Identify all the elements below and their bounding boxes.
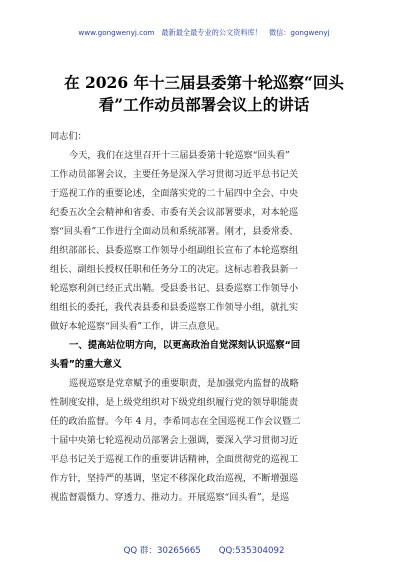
header-slogan: 最新最全最专业的公文资料库！: [161, 28, 262, 37]
wechat-id: 微信：gongwenyj: [268, 28, 330, 37]
paragraph-line: 十届中央第七轮巡视动员部署会上强调，要深入学习贯彻习近: [50, 435, 299, 446]
section-heading: 一、提高站位明方向，以更高政治自觉深刻认识巡察“回: [69, 340, 301, 351]
paragraph-line: 视监督震慑力、穿透力、推动力。开展巡察“回头看”，是巡: [50, 492, 290, 503]
paragraph-line: 组长、副组长授权任职和任务分工的决定。这标志着我县新一: [50, 264, 299, 275]
document-body: [50, 127, 358, 507]
paragraph-line: 平总书记关于巡视工作的重要讲话精神，全面贯彻党的巡视工: [50, 454, 299, 465]
title-line-1: 在 2026 年十三届县委第十轮巡察“回头: [64, 73, 344, 92]
site-url[interactable]: www.gongwenyj.com: [78, 28, 155, 37]
paragraph-line: 组织部部长、县委巡察工作领导小组副组长宣布了本轮巡察组: [50, 245, 299, 256]
paragraph-line: 轮巡察利剑已经正式出鞘。受县委书记、县委巡察工作领导小: [50, 283, 299, 294]
document-title: [50, 72, 358, 116]
section-heading: 头看”的重大意义: [50, 359, 122, 370]
page-footer: [0, 544, 408, 556]
salutation: 同志们：: [50, 131, 87, 142]
paragraph-line: 组组长的委托，我代表县委和县委巡察工作领导小组，就扎实: [50, 302, 299, 313]
title-line-2: 看”工作动员部署会议上的讲话: [98, 95, 310, 114]
paragraph-line: 察“回头看”工作进行全面动员和系统部署。刚才，县委常委、: [50, 226, 299, 237]
paragraph-line: 纪委五次全会精神和省委、市委有关会议部署要求，对本轮巡: [50, 207, 299, 218]
paragraph-line: 工作动员部署会议，主要任务是深入学习贯彻习近平总书记关: [50, 169, 299, 180]
paragraph-line: 做好本轮巡察“回头看”工作，讲三点意见。: [50, 321, 225, 332]
paragraph-line: 今天，我们在这里召开十三届县委第十轮巡察“回头看”: [69, 150, 290, 161]
page-header: [0, 28, 408, 38]
qq-number: QQ:535304092: [218, 546, 285, 556]
paragraph-line: 任的政治监督。今年 4 月，李希同志在全国巡视工作会议暨二: [50, 416, 301, 427]
qq-group: QQ 群：30265665: [123, 546, 201, 556]
paragraph-line: 作方针，坚持严的基调，坚定不移深化政治巡视，不断增强巡: [50, 473, 299, 484]
paragraph-line: 于巡视工作的重要论述，全面落实党的二十届四中全会、中央: [50, 188, 299, 199]
paragraph-line: 巡视巡察是党章赋予的重要职责，是加强党内监督的战略: [69, 378, 299, 389]
paragraph-line: 性制度安排，是上级党组织对下级党组织履行党的领导职能责: [50, 397, 299, 408]
